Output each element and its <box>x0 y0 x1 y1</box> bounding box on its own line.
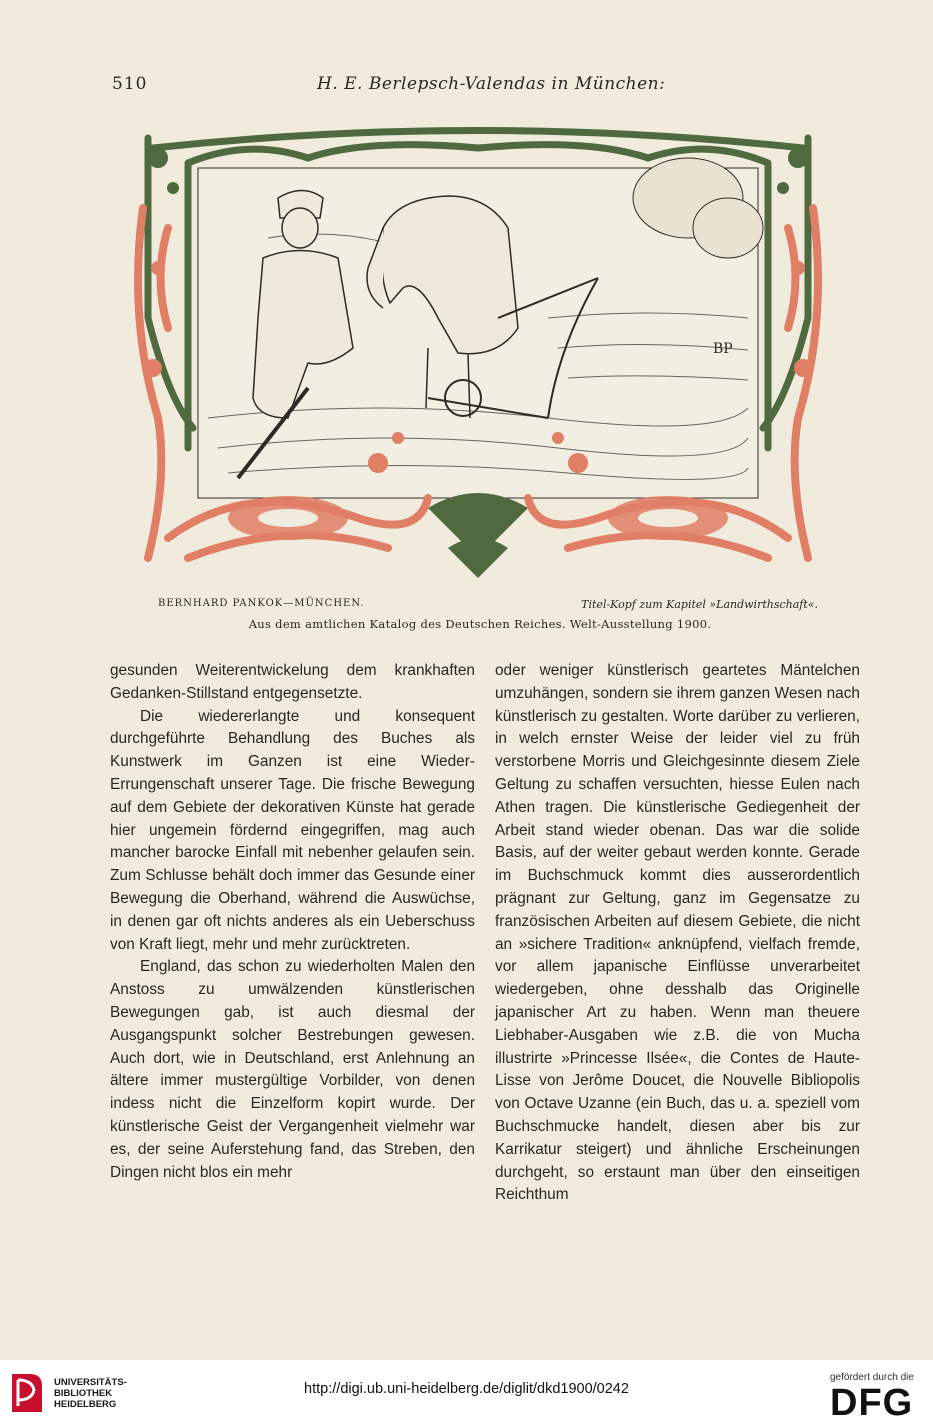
page-number: 510 <box>112 74 148 94</box>
running-title: H. E. Berlepsch-Valendas in München: <box>317 74 666 94</box>
running-header <box>112 74 832 100</box>
paragraph: gesunden Weiterentwickelung dem krankhaften Gedanken-Stillstand entgegensetzte. <box>110 662 475 702</box>
illustration-caption <box>158 598 818 614</box>
caption-artist: BERNHARD PANKOK—MÜNCHEN. <box>158 598 365 609</box>
source-url-link[interactable]: http://digi.ub.uni-heidelberg.de/diglit/dkd1900/0242 <box>304 1381 629 1397</box>
dfg-logo: DFG <box>830 1382 914 1424</box>
caption-source: Aus dem amtlichen Katalog des Deutschen Reiches. Welt-Ausstellung 1900. <box>248 617 712 631</box>
paragraph: Die wiedererlangte und konsequent durchgeführte Behandlung des Buches als Kunstwerk im Ganzen ist eine Wieder-Errungenschaft unserer Tage. Die frische Bewegung auf dem Gebiete der dekorativen Künste hat gerade hier ungemein fördernd eingegriffen, mag auch mancher barocke Einfall mit nebenher gelaufen sein. Zum Schlusse behält doch immer das Gesunde einer Bewegung die Oberhand, während die Auswüchse, in denen gar oft nichts anderes als ein Ueberschuss von Kraft liegt, mehr und mehr zurücktreten. <box>110 707 475 953</box>
library-name: UNIVERSITÄTS- BIBLIOTHEK HEIDELBERG <box>54 1377 127 1410</box>
ornamental-plough-illustration <box>128 118 828 586</box>
text-column-left <box>110 660 475 1184</box>
caption-title: Titel-Kopf zum Kapitel »Landwirthschaft«. <box>581 598 818 611</box>
funded-by-label: gefördert durch die <box>830 1372 914 1383</box>
paragraph: oder weniger künstlerisch geartetes Mäntelchen umzuhängen, sondern sie ihrem ganzen Wesen nach künstlerisch zu gestalten. Worte darüber zu verlieren, in welch ernster Weise der leider viel zu früh verstorbene Morris und Gleichgesinnte diesem Ziele Geltung zu schaffen versuchten, hiesse Eulen nach Athen tragen. Die künstlerische Gediegenheit der Arbeit stand wieder obenan. Das war die solide Basis, auf der weiter gebaut werden konnte. Gerade im Buchschmuck kommt dies ausserordentlich prägnant zur Geltung, ganz im Gegensatze zu französischen Arbeiten auf diesem Gebiete, die nicht an »sichere Tradition« anknüpfend, vielfach fremde, vor allem japanische Einflüsse unverarbeitet wiedergeben, ohne desshalb das Originelle japanischer Art zu haben. Wenn man theuere Liebhaber-Ausgaben wie z.B. die von Mucha illustrirte »Princesse Ilsée«, die Contes de Haute-Lisse von Jerôme Doucet, die Nouvelle Bibliopolis von Octave Uzanne (ein Buch, das u. a. speziell vom Buchschmucke handelt, diesen aber bis zur Karrikatur steigert) und ähnliche Erscheinungen durchgeht, so erstaunt man über den einseitigen Reichthum <box>495 662 860 1204</box>
svg-text:BP: BP <box>713 341 733 357</box>
paragraph: England, das schon zu wiederholten Malen den Anstoss zu umwälzenden künstlerischen Bewegungen gab, ist auch diesmal der Ausgangspunkt solcher Bestrebungen gewesen. Auch dort, wie in Deutschland, erst Anlehnung an ältere immer mustergültige Vorbilder, von denen indess nicht die Einzelform kopirt wurde. Der künstlerische Geist der Vergangenheit vielmehr war es, der seine Auferstehung fand, das Streben, den Dingen nicht blos ein mehr <box>110 958 475 1181</box>
text-column-right <box>495 660 860 1207</box>
